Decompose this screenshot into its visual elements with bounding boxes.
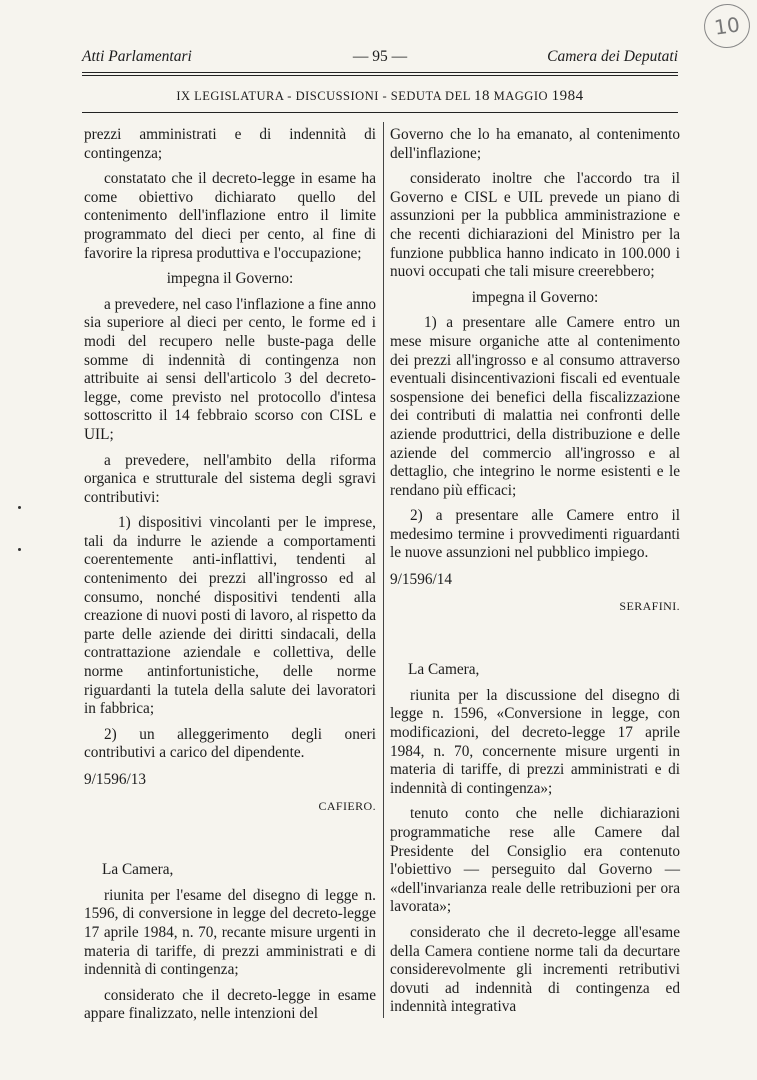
- signatory: SERAFINI.: [619, 598, 680, 613]
- list-item: 2) un alleggerimento degli oneri contributivi a carico del dipendente.: [84, 725, 376, 762]
- paragraph-heading: impegna il Governo:: [166, 270, 294, 288]
- paragraph: a prevedere, nel caso l'inflazione a fine anno sia superiore al dieci per cento, le forme ed i modi del recupero nelle buste-paga delle somme di indennità di contingenza non attribuite ai sensi dell'articolo 3 del decreto-legge, come previsto nel protocollo d'intesa sottoscritto il 14 febbraio scorso con CISL e UIL;: [84, 295, 377, 443]
- subheader-rule: [82, 112, 678, 113]
- list-item: 2) a presentare alle Camere entro il medesimo termine i provvedimenti riguardanti le nuove assunzioni nel pubblico impiego.: [390, 507, 680, 562]
- session-year: 1984: [551, 88, 584, 104]
- paragraph: riunita per l'esame del disegno di legge n. 1596, di conversione in legge del decreto-legge 17 aprile 1984, n. 70, recante misure urgenti in materia di tariffe, di prezzi amministrati e di indennità di contingenza;: [84, 886, 376, 979]
- header-rule-top: [82, 72, 678, 73]
- list-item: 1) dispositivi vincolanti per le imprese, tali da indurre le aziende a comportamenti coerentemente anti-inflattivi, tendenti al contenimento dei prezzi all'ingrosso ed al consumo, nonché dispositivi tendenti alla creazione di nuovi posti di lavoro, al rispetto da parte delle aziende dei diritti sindacali, della contrattazione aziendale e collettiva, delle norme antinfortunistiche, delle norme riguardanti la tutela della salute dei lavoratori in fabbrica;: [84, 514, 376, 718]
- left-column: [84, 126, 376, 1031]
- session-day: 18: [474, 88, 490, 104]
- paragraph: considerato che il decreto-legge in esame appare finalizzato, nelle intenzioni del: [84, 986, 376, 1023]
- header-rule-bottom: [82, 75, 678, 76]
- handwritten-page-number-stamp: 10: [701, 1, 753, 51]
- motion-reference: 9/1596/13: [84, 771, 147, 788]
- list-item: 1) a presentare alle Camere entro un mese misure organiche atte al contenimento dei prezzi all'ingrosso e al consumo attraverso eventuali disincentivazioni fiscali ed eventuale sospensione dei benefici della fiscalizzazione dei contributi di malattia nei confronti delle aziende produttrici, della distribuzione e delle aziende del commercio all'ingrosso e al dettaglio, che integrino le norme esistenti e le rendano più efficaci;: [390, 314, 680, 499]
- session-prefix: IX LEGISLATURA - DISCUSSIONI - SEDUTA DEL: [176, 89, 474, 103]
- session-month: MAGGIO: [490, 89, 552, 103]
- signatory: CAFIERO.: [318, 798, 376, 813]
- paragraph: constatato che il decreto-legge in esame ha come obiettivo dichiarato quello del contenimento dell'inflazione entro il limite programmato del dieci per cento, al fine di favorire la ripresa produttiva e l'occupazione;: [84, 170, 376, 262]
- paragraph-heading: impegna il Governo:: [471, 288, 599, 306]
- page-header: [82, 48, 678, 70]
- motion-reference: 9/1596/14: [390, 571, 453, 589]
- margin-mark: [18, 548, 21, 551]
- margin-mark: [18, 506, 21, 509]
- header-chamber: Camera dei Deputati: [547, 48, 678, 65]
- paragraph: Governo che lo ha emanato, al contenimento dell'inflazione;: [390, 126, 680, 162]
- paragraph: tenuto conto che nelle dichiarazioni programmatiche rese alle Camere dal Presidente del Consiglio era contenuto l'obiettivo — perseguito dal Governo — «dell'invarianza reale delle retribuzioni per ora lavorata»;: [390, 805, 680, 916]
- paragraph: prezzi amministrati e di indennità di contingenza;: [84, 126, 376, 162]
- motion-opening: La Camera,: [408, 661, 480, 679]
- header-publication: Atti Parlamentari: [82, 48, 192, 65]
- motion-opening: La Camera,: [102, 861, 174, 879]
- paragraph: considerato che il decreto-legge all'esame della Camera contiene norme tali da decurtare considerevolmente gli incrementi retributivi dovuti ad indennità di contingenza ed indennità integrativa: [390, 923, 680, 1016]
- paragraph: considerato inoltre che l'accordo tra il Governo e CISL e UIL prevede un piano di assunzioni per la pubblica amministrazione e che recenti dichiarazioni del Ministro per la funzione pubblica hanno indicato in 100.000 i nuovi occupati che tali misure creerebbero;: [390, 170, 680, 281]
- column-divider: [383, 122, 384, 1018]
- header-page-number: — 95 —: [352, 48, 408, 65]
- right-column: [390, 126, 680, 1024]
- paragraph: riunita per la discussione del disegno di legge n. 1596, «Conversione in legge, con modificazioni, del decreto-legge 17 aprile 1984, n. 70, concernente misure urgenti in materia di tariffe, di prezzi amministrati e di indennità di contingenza»;: [390, 686, 680, 797]
- session-subheader: [82, 88, 678, 105]
- paragraph: a prevedere, nell'ambito della riforma organica e strutturale del sistema degli sgravi contributivi:: [84, 451, 376, 506]
